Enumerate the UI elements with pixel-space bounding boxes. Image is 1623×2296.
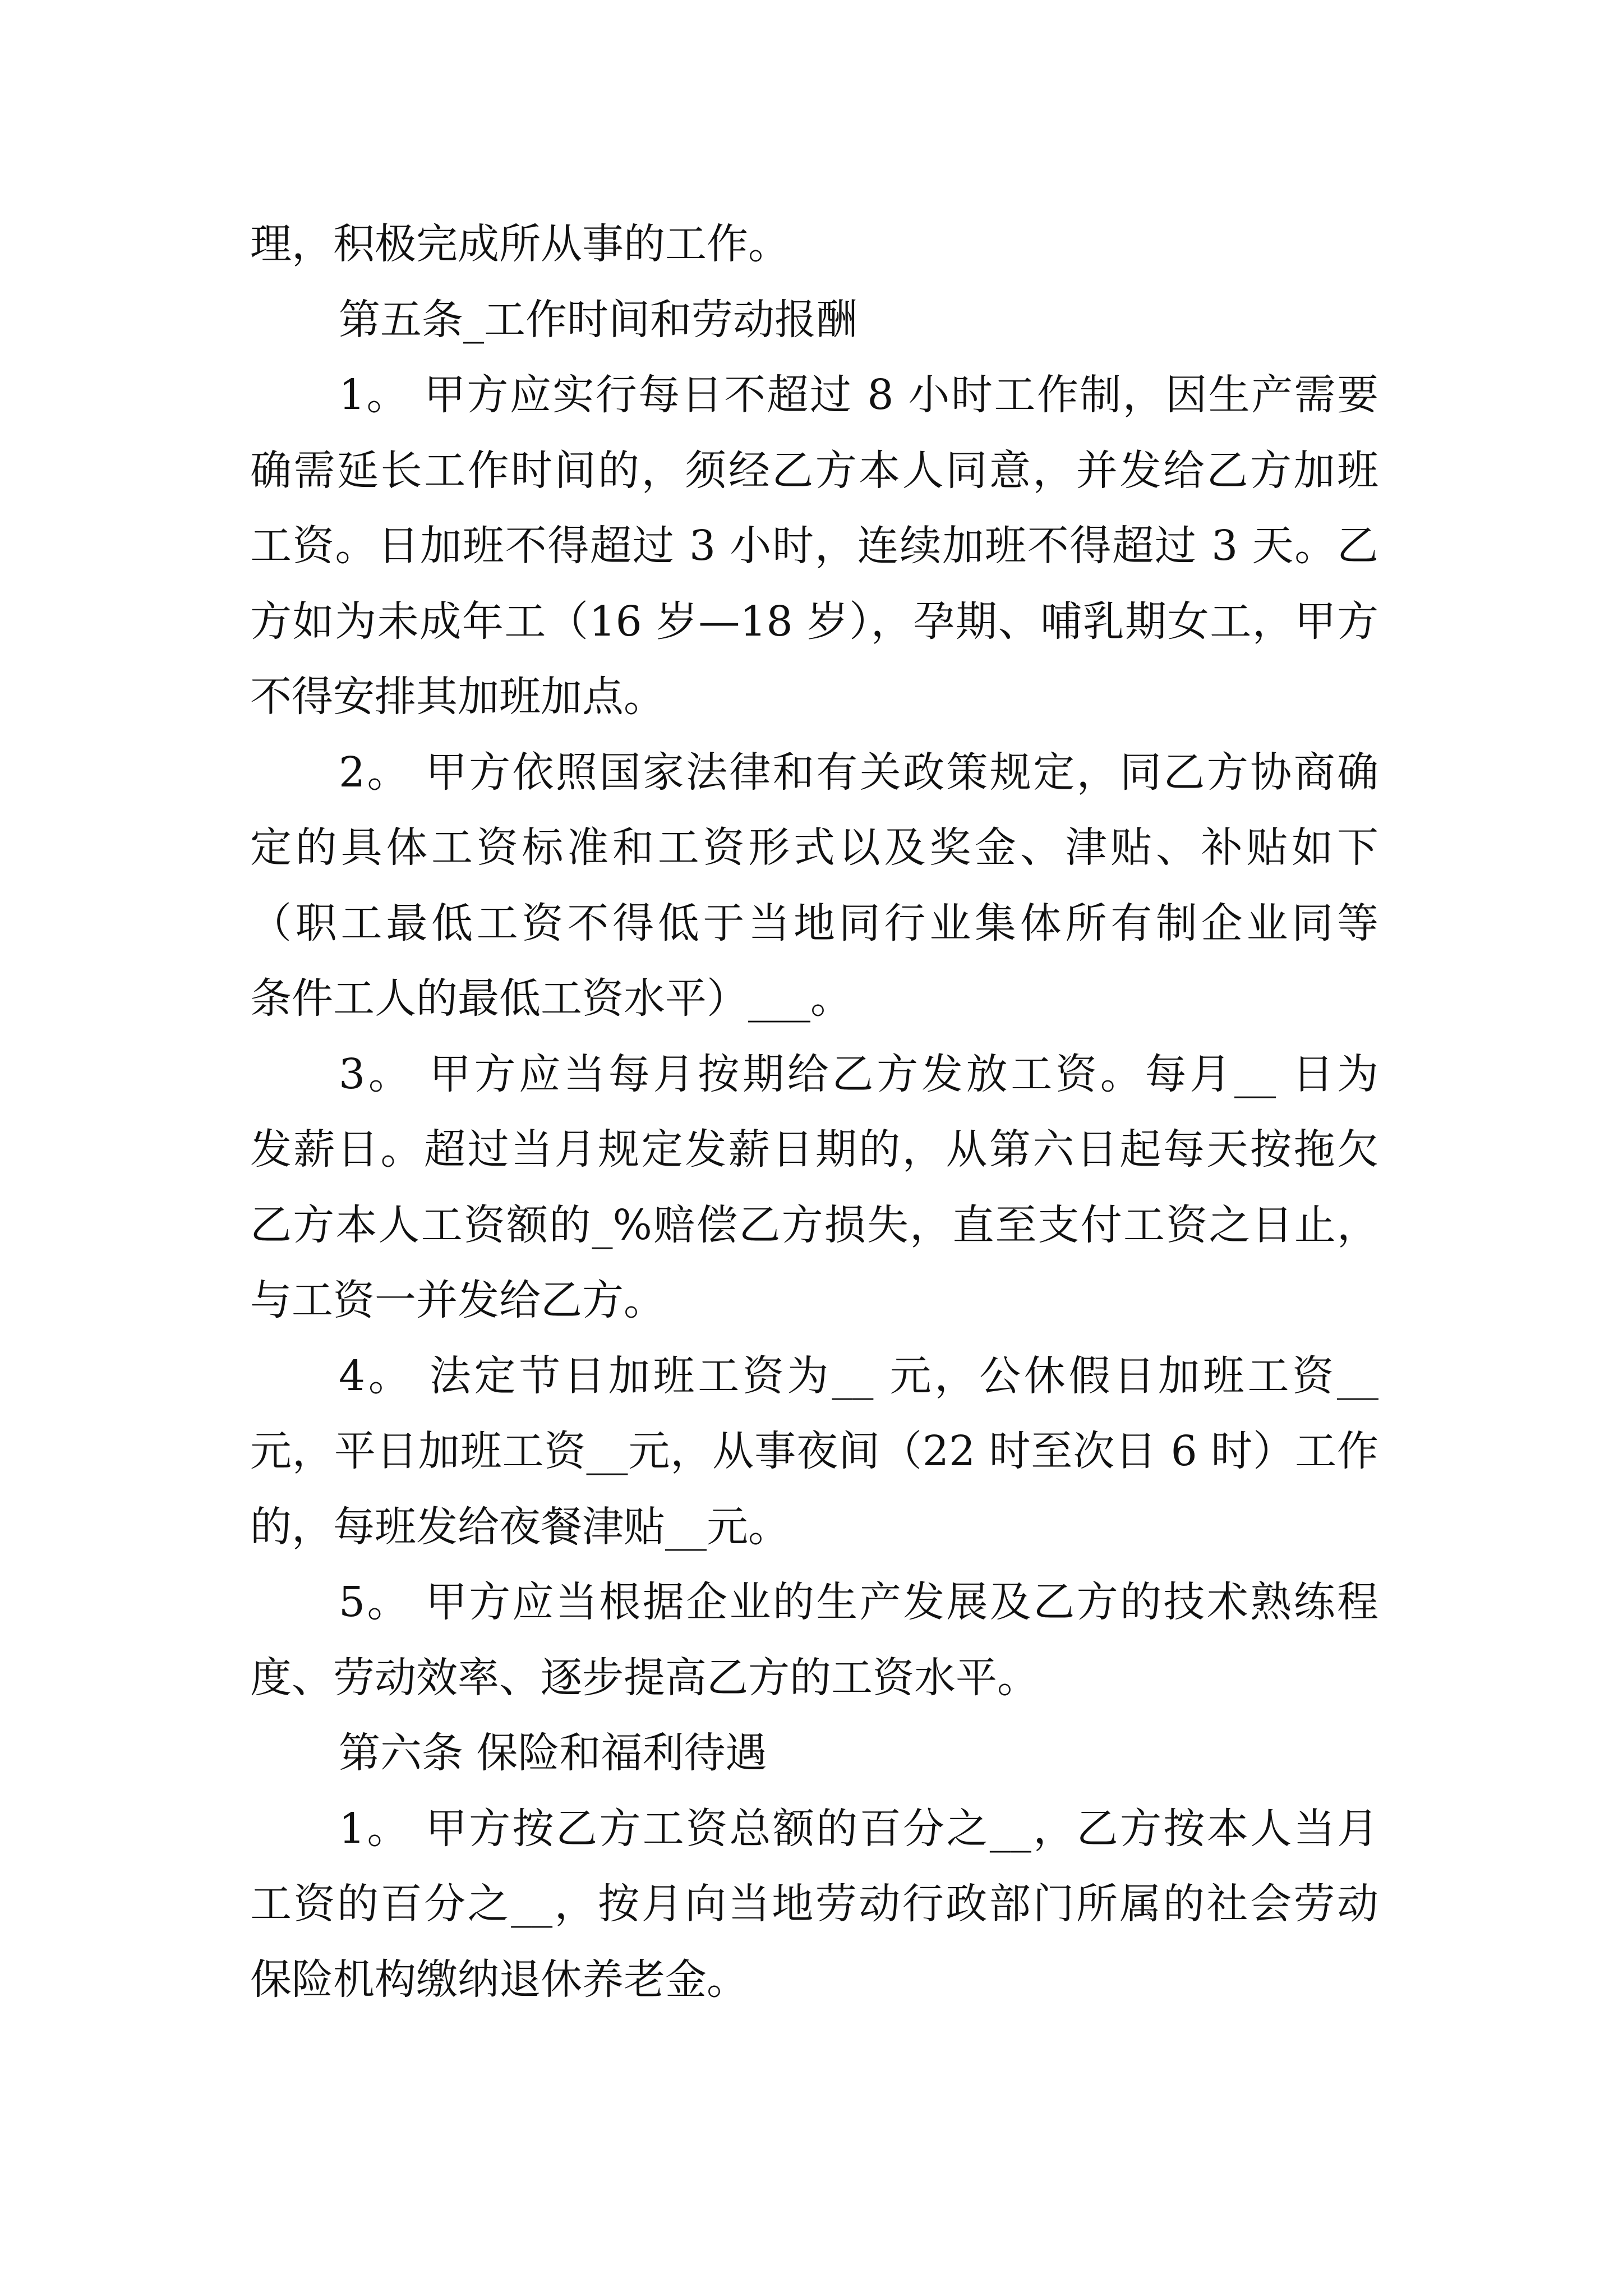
text-line: （职工最低工资不得低于当地同行业集体所有制企业同等 [250, 899, 1378, 947]
text-line: 确需延长工作时间的，须经乙方本人同意，并发给乙方加班 [250, 446, 1378, 495]
text-line: 不得安排其加班加点。 [250, 673, 665, 721]
section-heading: 第六条 保险和福利待遇 [339, 1729, 767, 1777]
text-line: 方如为未成年工（16 岁—18 岁），孕期、哺乳期女工，甲方 [250, 597, 1378, 646]
text-line: 1。 甲方按乙方工资总额的百分之__，乙方按本人当月 [339, 1804, 1378, 1853]
text-line: 5。 甲方应当根据企业的生产发展及乙方的技术熟练程 [339, 1578, 1378, 1626]
document-body [250, 206, 1378, 2017]
text-line: 理，积极完成所从事的工作。 [250, 220, 790, 268]
text-line: 度、劳动效率、逐步提高乙方的工资水平。 [250, 1653, 1039, 1702]
text-line: 的，每班发给夜餐津贴__元。 [250, 1502, 790, 1551]
text-line: 4。 法定节日加班工资为__ 元，公休假日加班工资__ [339, 1351, 1378, 1400]
text-line: 与工资一并发给乙方。 [250, 1276, 665, 1324]
text-line: 工资的百分之__，按月向当地劳动行政部门所属的社会劳动 [250, 1880, 1378, 1928]
section-heading: 第五条_工作时间和劳动报酬 [339, 295, 857, 344]
text-line: 保险机构缴纳退休养老金。 [250, 1955, 748, 2004]
text-line: 3。 甲方应当每月按期给乙方发放工资。每月__ 日为 [339, 1050, 1378, 1098]
text-line: 元，平日加班工资__元，从事夜间（22 时至次日 6 时）工作 [250, 1427, 1378, 1475]
text-line: 定的具体工资标准和工资形式以及奖金、津贴、补贴如下 [250, 823, 1378, 872]
text-line: 发薪日。超过当月规定发薪日期的，从第六日起每天按拖欠 [250, 1125, 1378, 1174]
text-line: 工资。日加班不得超过 3 小时，连续加班不得超过 3 天。乙 [250, 522, 1378, 570]
text-line: 1。 甲方应实行每日不超过 8 小时工作制，因生产需要 [339, 371, 1378, 419]
text-line: 条件工人的最低工资水平）___。 [250, 974, 852, 1023]
text-line: 乙方本人工资额的_%赔偿乙方损失，直至支付工资之日止， [250, 1200, 1378, 1249]
text-line: 2。 甲方依照国家法律和有关政策规定，同乙方协商确 [339, 748, 1378, 797]
